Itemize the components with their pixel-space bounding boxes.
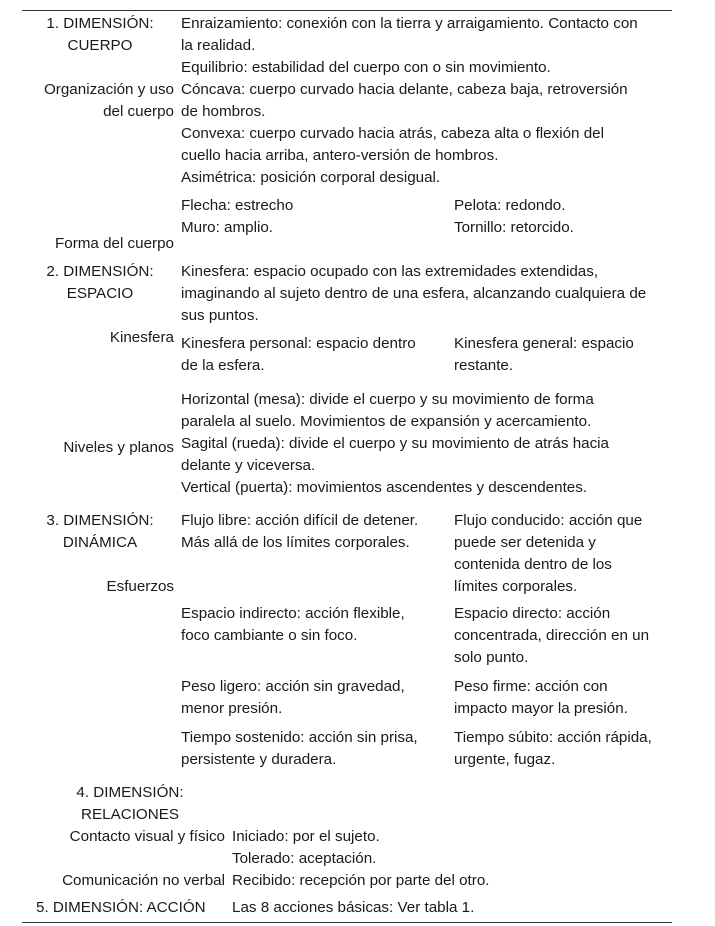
kinesfera-def-line2: imaginando al sujeto dentro de una esfera, alcanzando cualquiera de [181, 285, 647, 302]
cuerpo-heading-line1: 1. DIMENSIÓN: [46, 15, 154, 32]
niveles-line2: paralela al suelo. Movimientos de expansión y acercamiento. [181, 413, 592, 430]
accion-heading: 5. DIMENSIÓN: ACCIÓN [36, 899, 206, 916]
niveles-line4: delante y viceversa. [181, 457, 316, 474]
relaciones-heading-line1: 4. DIMENSIÓN: [76, 784, 184, 801]
tiempo-subito-line1: Tiempo súbito: acción rápida, [454, 729, 652, 746]
bottom-rule [22, 922, 672, 923]
dinamica-heading-line2: DINÁMICA [62, 534, 138, 551]
kinesfera-personal-line1: Kinesfera personal: espacio dentro [181, 335, 416, 352]
niveles-label: Niveles y planos [63, 439, 174, 456]
tiempo-sostenido-line1: Tiempo sostenido: acción sin prisa, [181, 729, 418, 746]
forma-tornillo: Tornillo: retorcido. [454, 219, 574, 236]
forma-flecha: Flecha: estrecho [181, 197, 294, 214]
cuerpo-heading-line2: CUERPO [67, 37, 133, 54]
top-rule [22, 10, 672, 11]
relacion-iniciado: Iniciado: por el sujeto. [232, 828, 380, 845]
relacion-recibido: Recibido: recepción por parte del otro. [232, 872, 490, 889]
organizacion-label-line1: Organización y uso [43, 81, 174, 98]
espacio-directo-line2: concentrada, dirección en un [454, 627, 650, 644]
dinamica-heading-line1: 3. DIMENSIÓN: [46, 512, 154, 529]
flujo-libre-line1: Flujo libre: acción difícil de detener. [181, 512, 419, 529]
concava-line2: de hombros. [181, 103, 266, 120]
flujo-libre-line2: Más allá de los límites corporales. [181, 534, 410, 551]
peso-ligero-line2: menor presión. [181, 700, 283, 717]
flujo-conducido-line2: puede ser detenida y [454, 534, 596, 551]
kinesfera-def-line1: Kinesfera: espacio ocupado con las extremidades extendidas, [181, 263, 599, 280]
equilibrio-line: Equilibrio: estabilidad del cuerpo con o sin movimiento. [181, 59, 551, 76]
kinesfera-general-line2: restante. [454, 357, 514, 374]
espacio-heading-line2: ESPACIO [66, 285, 134, 302]
convexa-line2: cuello hacia arriba, antero-versión de hombros. [181, 147, 499, 164]
kinesfera-general-line1: Kinesfera general: espacio [454, 335, 634, 352]
contacto-label: Contacto visual y físico [69, 828, 225, 845]
niveles-line1: Horizontal (mesa): divide el cuerpo y su movimiento de forma [181, 391, 594, 408]
tiempo-sostenido-line2: persistente y duradera. [181, 751, 337, 768]
comunicacion-label: Comunicación no verbal [62, 872, 225, 889]
espacio-directo-line1: Espacio directo: acción [454, 605, 611, 622]
peso-ligero-line1: Peso ligero: acción sin gravedad, [181, 678, 405, 695]
relaciones-heading-line2: RELACIONES [81, 806, 179, 823]
espacio-indirecto-line1: Espacio indirecto: acción flexible, [181, 605, 405, 622]
flujo-conducido-line3: contenida dentro de los [454, 556, 612, 573]
convexa-line1: Convexa: cuerpo curvado hacia atrás, cabeza alta o flexión del [181, 125, 604, 142]
relacion-tolerado: Tolerado: aceptación. [232, 850, 377, 867]
enraizamiento-line2: la realidad. [181, 37, 256, 54]
forma-label: Forma del cuerpo [54, 235, 174, 252]
flujo-conducido-line1: Flujo conducido: acción que [454, 512, 643, 529]
niveles-line3: Sagital (rueda): divide el cuerpo y su movimiento de atrás hacia [181, 435, 610, 452]
tiempo-subito-line2: urgente, fugaz. [454, 751, 556, 768]
flujo-conducido-line4: límites corporales. [454, 578, 578, 595]
concava-line1: Cóncava: cuerpo curvado hacia delante, cabeza baja, retroversión [181, 81, 628, 98]
asimetrica-line: Asimétrica: posición corporal desigual. [181, 169, 441, 186]
kinesfera-def-line3: sus puntos. [181, 307, 259, 324]
forma-pelota: Pelota: redondo. [454, 197, 566, 214]
kinesfera-personal-line2: de la esfera. [181, 357, 265, 374]
niveles-line5: Vertical (puerta): movimientos ascendentes y descendentes. [181, 479, 588, 496]
organizacion-label-line2: del cuerpo [103, 103, 174, 120]
espacio-heading-line1: 2. DIMENSIÓN: [46, 263, 154, 280]
peso-firme-line1: Peso firme: acción con [454, 678, 608, 695]
peso-firme-line2: impacto mayor la presión. [454, 700, 628, 717]
kinesfera-label: Kinesfera [109, 329, 174, 346]
enraizamiento-line1: Enraizamiento: conexión con la tierra y arraigamiento. Contacto con [181, 15, 638, 32]
forma-muro: Muro: amplio. [181, 219, 274, 236]
espacio-indirecto-line2: foco cambiante o sin foco. [181, 627, 358, 644]
espacio-directo-line3: solo punto. [454, 649, 529, 666]
accion-text: Las 8 acciones básicas: Ver tabla 1. [232, 899, 475, 916]
esfuerzos-label: Esfuerzos [106, 578, 174, 595]
